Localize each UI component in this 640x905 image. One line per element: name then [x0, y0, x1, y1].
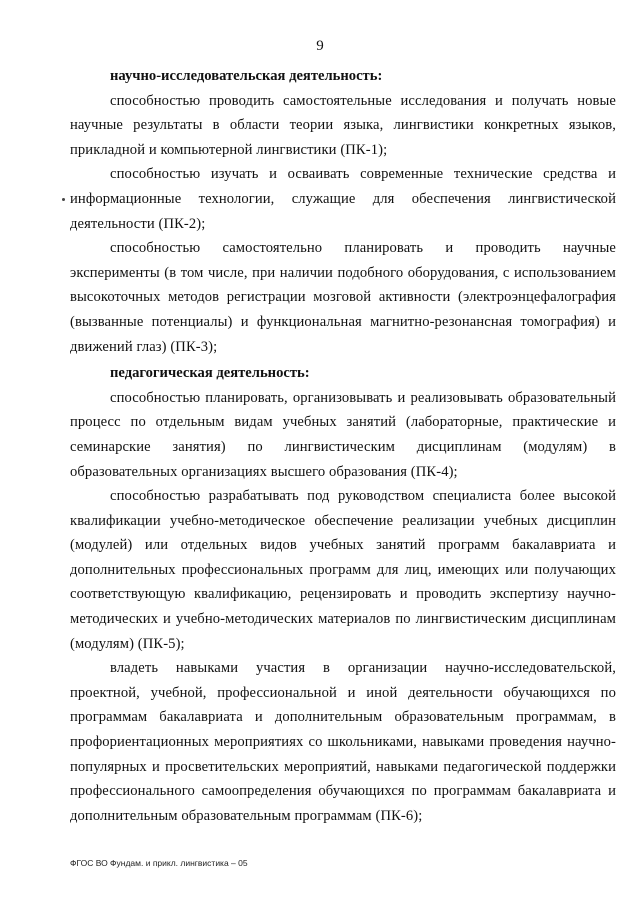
pedagogical-activity-heading: педагогическая деятельность:: [110, 365, 310, 382]
competency-pk6: владеть навыками участия в организации научно-исследовательской, проектной, учебной, профессиональной и иной деятельности обучающихся по программам бакалавриата и дополнительным образовательным программам, в профориентационных мероприятиях со школьниками, навыками проведения научно-популярных и просветительских мероприятий, навыками педагогической поддержки профессионального самоопределения обучающихся по программам бакалавриата и дополнительным образовательным программам (ПК-6);: [70, 660, 616, 824]
competency-pk3: способностью самостоятельно планировать и проводить научные эксперименты (в том числе, при наличии подобного оборудования, с использованием высокоточных методов регистрации мозговой активности (электроэнцефалография (вызванные потенциалы) и функциональная магнитно-резонансная томография) и движений глаз) (ПК-3);: [70, 240, 616, 355]
competency-pk1: способностью проводить самостоятельные исследования и получать новые научные результаты в области теории языка, лингвистики конкретных языков, прикладной и компьютерной лингвистики (ПК-1);: [70, 92, 616, 158]
document-footer: ФГОС ВО Фундам. и прикл. лингвистика – 05: [70, 858, 248, 868]
competency-pk5: способностью разрабатывать под руководством специалиста более высокой квалификации учебно-методическое обеспечение реализации учебных дисциплин (модулей) или отдельных видов учебных занятий программ бакалавриата и дополнительных профессиональных программ для лиц, имеющих или получающих соответствующую квалификацию, рецензировать и проводить экспертизу научно-методических и учебно-методических материалов по лингвистическим дисциплинам (модулям) (ПК-5);: [70, 488, 616, 652]
page-number: 9: [316, 38, 324, 54]
competency-pk2: способностью изучать и осваивать современные технические средства и информационные технологии, служащие для обеспечения лингвистической деятельности (ПК-2);: [70, 166, 616, 232]
scan-artifact-dot: [62, 198, 65, 201]
competency-pk4: способностью планировать, организовывать и реализовывать образовательный процесс по отдельным видам учебных занятий (лабораторные, практические и семинарские занятия) по лингвистическим дисциплинам (модулям) в образовательных организациях высшего образования (ПК-4);: [70, 389, 616, 480]
research-activity-heading: научно-исследовательская деятельность:: [110, 68, 383, 84]
document-body: [70, 62, 616, 828]
